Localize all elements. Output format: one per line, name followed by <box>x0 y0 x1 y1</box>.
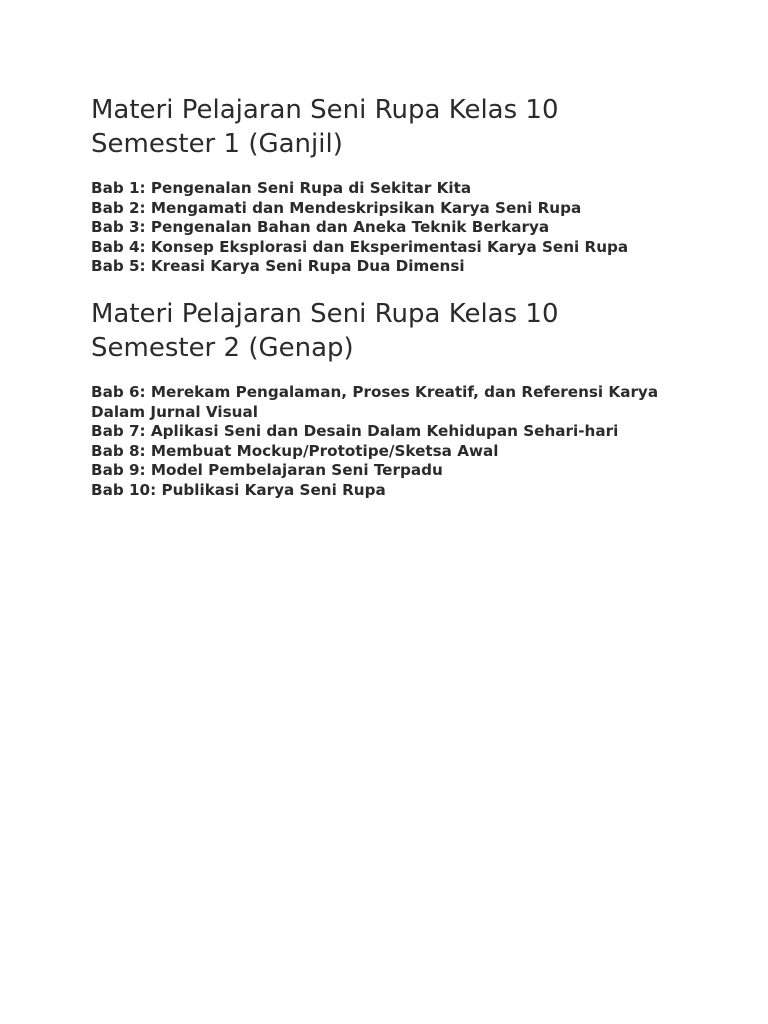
chapter-item: Bab 7: Aplikasi Seni dan Desain Dalam Kehidupan Sehari-hari <box>91 422 619 441</box>
chapter-item: Bab 9: Model Pembelajaran Seni Terpadu <box>91 461 443 480</box>
semester-2-chapter-list <box>91 383 691 501</box>
chapter-item: Bab 2: Mengamati dan Mendeskripsikan Karya Seni Rupa <box>91 198 582 217</box>
chapter-item: Bab 1: Pengenalan Seni Rupa di Sekitar Kita <box>91 179 472 197</box>
semester-1-heading: Materi Pelajaran Seni Rupa Kelas 10 Semester 1 (Ganjil) <box>91 95 559 159</box>
semester-1-chapter-list <box>91 179 691 277</box>
chapter-item: Bab 3: Pengenalan Bahan dan Aneka Teknik Berkarya <box>91 218 550 237</box>
semester-2-section <box>91 297 691 501</box>
document-page <box>91 93 691 501</box>
chapter-item: Bab 8: Membuat Mockup/Prototipe/Sketsa Awal <box>91 441 499 460</box>
semester-1-section <box>91 93 691 277</box>
chapter-item: Bab 4: Konsep Eksplorasi dan Eksperimentasi Karya Seni Rupa <box>91 237 629 256</box>
chapter-item: Bab 10: Publikasi Karya Seni Rupa <box>91 480 386 499</box>
chapter-item: Bab 6: Merekam Pengalaman, Proses Kreatif, dan Referensi Karya Dalam Jurnal Visual <box>91 382 659 421</box>
chapter-item: Bab 5: Kreasi Karya Seni Rupa Dua Dimensi <box>91 257 465 276</box>
semester-2-heading: Materi Pelajaran Seni Rupa Kelas 10 Semester 2 (Genap) <box>91 298 559 363</box>
